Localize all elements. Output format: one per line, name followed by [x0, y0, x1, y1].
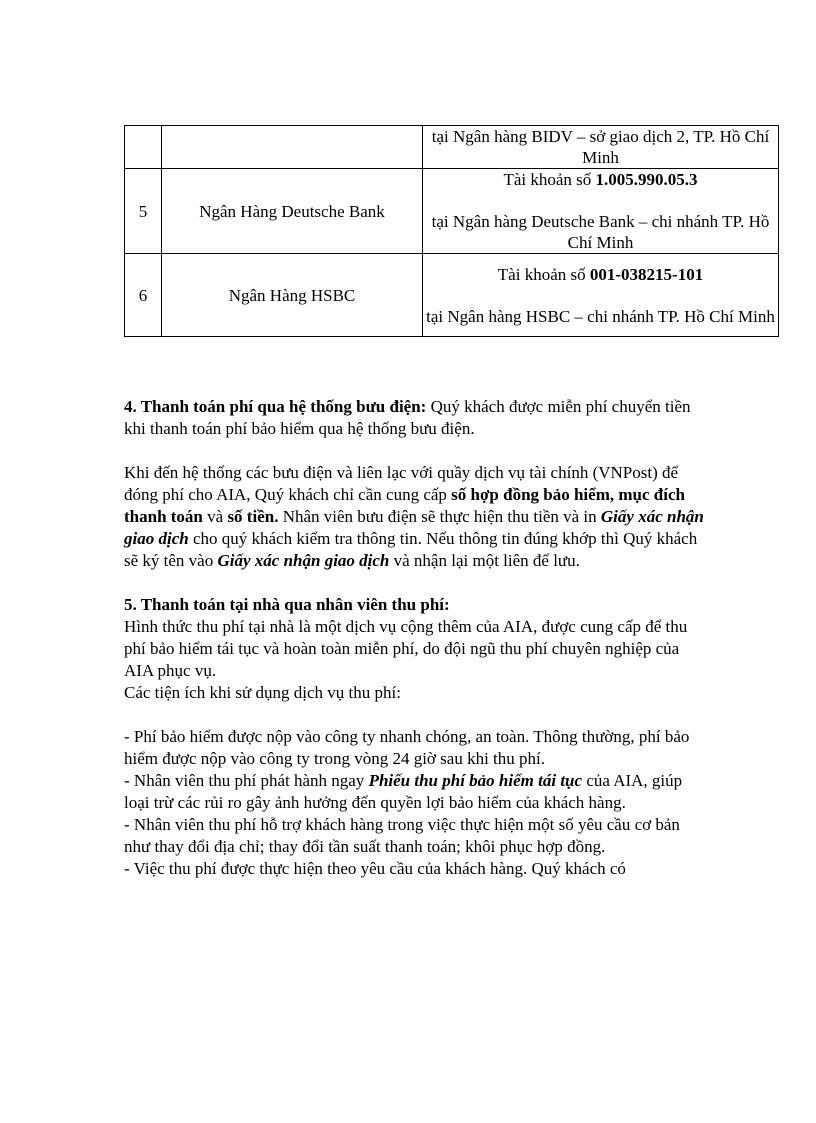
text-run: của AIA, giúp loại trừ các rủi ro gây ảnh hưởng đến quyền lợi bảo hiểm của khách hàng. [124, 771, 683, 812]
bank-account-table [124, 125, 779, 337]
text-run: Nhân viên bưu điện sẽ thực hiện thu tiền và in [278, 507, 601, 526]
section4-intro: Quý khách được miễn phí chuyển tiền khi thanh toán phí bảo hiểm qua hệ thống bưu điện. [124, 397, 691, 438]
text-run: và [202, 507, 228, 526]
table-row [125, 169, 779, 254]
section5-heading: 5. Thanh toán tại nhà qua nhân viên thu phí: [124, 595, 450, 614]
account-prefix: Tài khoản số [497, 264, 590, 284]
table-row [125, 254, 779, 337]
row-index-cell: 6 [125, 254, 162, 337]
branch-text: tại Ngân hàng Deutsche Bank – chi nhánh TP. Hồ Chí Minh [431, 212, 770, 252]
branch-text: tại Ngân hàng HSBC – chi nhánh TP. Hồ Chí Minh [426, 306, 775, 326]
account-number-line [425, 264, 776, 285]
account-info-cell [423, 254, 779, 337]
account-info-cell: tại Ngân hàng BIDV – sở giao dịch 2, TP. Hồ Chí Minh [423, 126, 779, 169]
bank-name-cell: Ngân Hàng HSBC [162, 254, 423, 337]
text-run: Khi đến hệ thống các bưu điện và liên lạc với quầy dịch vụ tài chính (VNPost) để đóng phí cho AIA, Quý khách chỉ cần cung cấp [124, 463, 679, 504]
bold-italic-text-run: Giấy xác nhận giao dịch [124, 507, 704, 548]
section5-benefits-title: Các tiện ích khi sử dụng dịch vụ thu phí: [124, 683, 401, 702]
section5-bullet-1: - Phí bảo hiểm được nộp vào công ty nhanh chóng, an toàn. Thông thường, phí bảo hiểm được nộp vào công ty trong vòng 24 giờ sau khi thu phí. [124, 727, 690, 768]
text-run: và nhận lại một liên để lưu. [389, 551, 580, 570]
bold-italic-text-run: Giấy xác nhận giao dịch [217, 551, 390, 570]
table-row [125, 126, 779, 169]
text-run: cho quý khách kiểm tra thông tin. Nếu thông tin đúng khớp thì Quý khách sẽ ký tên vào [124, 529, 698, 570]
bank-name-cell [162, 126, 423, 169]
section5-bullet-4: - Việc thu phí được thực hiện theo yêu cầu của khách hàng. Quý khách có [124, 859, 626, 878]
account-number: 001-038215-101 [589, 264, 704, 284]
section4-detail-paragraph [124, 462, 704, 572]
account-prefix: Tài khoản số [503, 170, 596, 189]
text-run: - Nhân viên thu phí phát hành ngay [124, 771, 369, 790]
section5-bullet-2 [124, 770, 704, 814]
account-number: 1.005.990.05.3 [595, 170, 698, 189]
bold-italic-text-run: Phiếu thu phí bảo hiểm tái tục [368, 771, 583, 790]
section4-heading: 4. Thanh toán phí qua hệ thống bưu điện: [124, 397, 427, 416]
bank-name-cell: Ngân Hàng Deutsche Bank [162, 169, 423, 254]
bold-text-run: số tiền. [227, 507, 279, 526]
account-info-cell [423, 169, 779, 254]
section4-intro-paragraph [124, 396, 704, 440]
row-index-cell: 5 [125, 169, 162, 254]
row-index-cell [125, 126, 162, 169]
section5-intro: Hình thức thu phí tại nhà là một dịch vụ cộng thêm của AIA, được cung cấp để thu phí bảo hiểm tái tục và hoàn toàn miễn phí, do đội ngũ thu phí chuyên nghiệp của AIA phục vụ. [124, 617, 688, 680]
bold-text-run: số hợp đồng bảo hiểm, mục đích thanh toán [124, 485, 685, 526]
body-text [124, 396, 704, 880]
account-number-line [425, 169, 776, 190]
section5-bullet-3: - Nhân viên thu phí hỗ trợ khách hàng trong việc thực hiện một số yêu cầu cơ bản như thay đổi địa chỉ; thay đổi tần suất thanh toán; khôi phục hợp đồng. [124, 815, 680, 856]
